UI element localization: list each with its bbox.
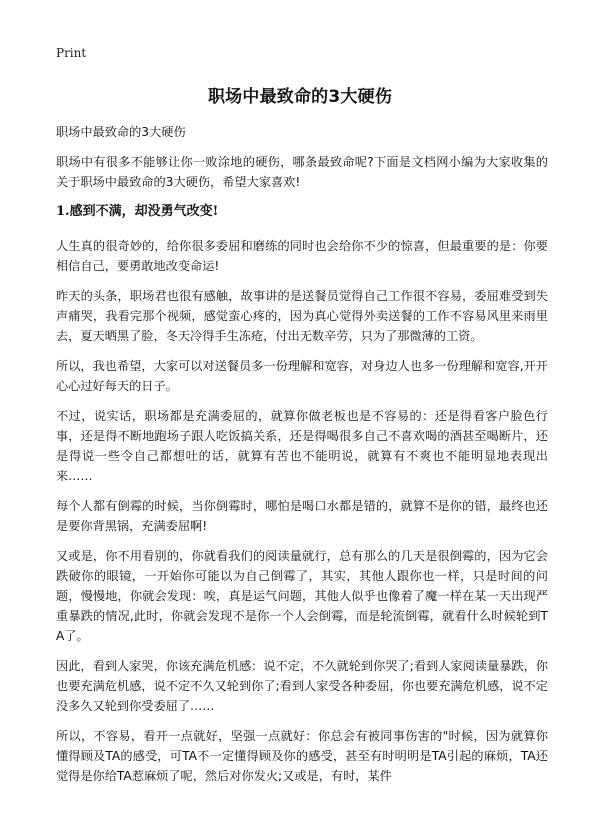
body-paragraph: 所以，我也希望，大家可以对送餐员多一份理解和宽容，对身边人也多一份理解和宽容,开开心心过好每天的日子。 — [56, 359, 548, 393]
body-paragraph: 不过，说实话，职场都是充满委屈的，就算你做老板也是不容易的：还是得看客户脸色行事，还是得不断地跑场子跟人吃饭搞关系，还是得喝很多自己不喜欢喝的酒甚至喝断片，还是得说一些令自己都想吐的话，就算有苦也不能明说，就算有不爽也不能明显地表现出来…… — [56, 409, 548, 483]
body-paragraph: 昨天的头条，职场君也很有感触，故事讲的是送餐员觉得自己工作很不容易，委屈难受到失声痛哭，我看完那个视频，感觉蛮心疼的，因为真心觉得外卖送餐的工作不容易风里来雨里去，夏天晒黑了脸，冬天冷得手生冻疮，付出无数辛劳，只为了那微薄的工资。 — [56, 289, 548, 343]
article-subtitle: 职场中最致命的3大硬伤 — [56, 125, 186, 139]
body-paragraph: 所以，不容易，看开一点就好，坚强一点就好：你总会有被同事伤害的"时候，因为就算你懂得顾及TA的感受，可TA不一定懂得顾及你的感受，甚至有时明明是TA引起的麻烦，TA还觉得是你给TA惹麻烦了呢，然后对你发火;又或是，有时，某件 — [56, 729, 548, 783]
body-paragraph: 又或是，你不用看别的，你就看我们的阅读量就行，总有那么的几天是很倒霉的，因为它会跌破你的眼镜，一开始你可能以为自己倒霉了，其实，其他人跟你也一样，只是时间的问题，慢慢地，你就会发现：唉，真是运气问题，其他人似乎也像着了魔一样在某一天出现严重暴跌的情况,此时，你就会发现不是你一个人会倒霉，而是轮流倒霉，就看什么时候轮到TA了。 — [56, 549, 548, 643]
print-link[interactable]: Print — [56, 46, 87, 60]
article-body — [56, 122, 548, 796]
intro-paragraph: 职场中有很多不能够让你一败涂地的硬伤，哪条最致命呢?下面是文档网小编为大家收集的关于职场中最致命的3大硬伤，希望大家喜欢! — [56, 155, 548, 189]
section-heading: 1.感到不满，却没勇气改变! — [56, 204, 219, 219]
body-paragraph: 因此，看到人家哭，你该充满危机感：说不定，不久就轮到你哭了;看到人家阅读量暴跌，你也要充满危机感，说不定不久又轮到你了;看到人家受各种委屈，你也要充满危机感，说不定没多久又轮到你受委屈了…… — [56, 659, 548, 713]
body-paragraph: 人生真的很奇妙的，给你很多委屈和磨练的同时也会给你不少的惊喜，但最重要的是：你要相信自己，要勇敢地改变命运! — [56, 239, 548, 273]
body-paragraph: 每个人都有倒霉的时候，当你倒霉时，哪怕是喝口水都是错的，就算不是你的错，最终也还是要你背黑锅，充满委屈啊! — [56, 499, 548, 533]
article-title: 职场中最致命的3大硬伤 — [207, 87, 393, 107]
